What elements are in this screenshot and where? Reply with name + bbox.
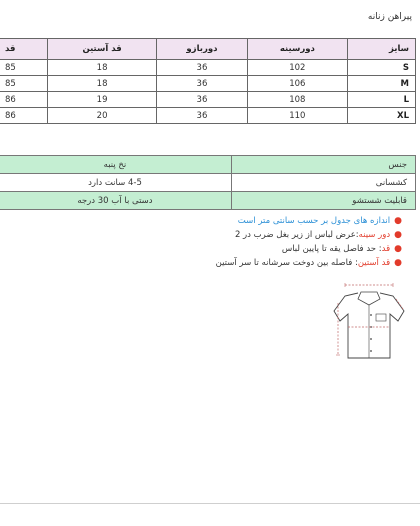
cell-chest: 108 [248, 92, 347, 108]
note-text: اندازه های جدول بر حسب سانتی متر است [237, 216, 391, 226]
bullet-icon: ● [394, 216, 402, 226]
page-title: پیراهن زنانه [367, 12, 412, 22]
header-sleeve-length: قد آستین [48, 39, 156, 60]
bullet-icon: ● [394, 244, 402, 254]
cell-chest: 102 [248, 60, 347, 76]
cell-arm: 36 [156, 60, 247, 76]
bullet-icon: ● [394, 258, 402, 268]
header-arm: دوربازو [156, 39, 247, 60]
note-text: : فاصله بین دوخت سرشانه تا سر آستین [215, 258, 358, 268]
size-notes [216, 214, 402, 270]
cell-sleeve-length: 20 [48, 108, 156, 124]
header-length: قد [0, 39, 48, 60]
cell-length: 85 [0, 60, 48, 76]
note-label: دور سینه [358, 230, 391, 240]
note-label: قد [381, 244, 391, 254]
spec-table [0, 155, 416, 210]
cell-chest: 110 [248, 108, 347, 124]
note-chest [216, 228, 402, 242]
cell-arm: 36 [156, 108, 247, 124]
header-chest: دورسینه [248, 39, 347, 60]
table-row [0, 76, 416, 92]
table-row [0, 108, 416, 124]
cell-length: 85 [0, 76, 48, 92]
cell-sleeve-length: 18 [48, 76, 156, 92]
cell-size: M [347, 76, 415, 92]
cell-length: 86 [0, 92, 48, 108]
spec-value: دستی با آب 30 درجه [0, 192, 231, 210]
table-row [0, 92, 416, 108]
spec-row-material [0, 156, 416, 174]
cell-sleeve-length: 18 [48, 60, 156, 76]
spec-value: 4-5 سانت دارد [0, 174, 231, 192]
spec-label: قابلیت شستشو [231, 192, 415, 210]
table-row [0, 60, 416, 76]
cell-size: XL [347, 108, 415, 124]
cell-chest: 106 [248, 76, 347, 92]
note-text: :عرض لباس از زیر بغل ضرب در 2 [234, 230, 359, 240]
divider [0, 503, 420, 504]
spec-value: نخ پنبه [0, 156, 231, 174]
note-units [216, 214, 402, 228]
cell-arm: 36 [156, 76, 247, 92]
spec-label: جنس [231, 156, 415, 174]
header-size: سایز [347, 39, 415, 60]
note-label: قد آستین [357, 258, 391, 268]
shirt-measurement-diagram [331, 281, 417, 367]
note-length [216, 242, 402, 256]
note-sleeve [216, 256, 402, 270]
note-text: : حد فاصل یقه تا پایین لباس [281, 244, 382, 254]
shirt-icon [331, 281, 417, 367]
bullet-icon: ● [394, 230, 402, 240]
spec-label: کشسانی [231, 174, 415, 192]
cell-size: L [347, 92, 415, 108]
cell-length: 86 [0, 108, 48, 124]
cell-size: S [347, 60, 415, 76]
spec-row-washing [0, 192, 416, 210]
spec-row-elasticity [0, 174, 416, 192]
size-table [0, 38, 416, 124]
cell-sleeve-length: 19 [48, 92, 156, 108]
size-table-header [0, 39, 416, 60]
cell-arm: 36 [156, 92, 247, 108]
